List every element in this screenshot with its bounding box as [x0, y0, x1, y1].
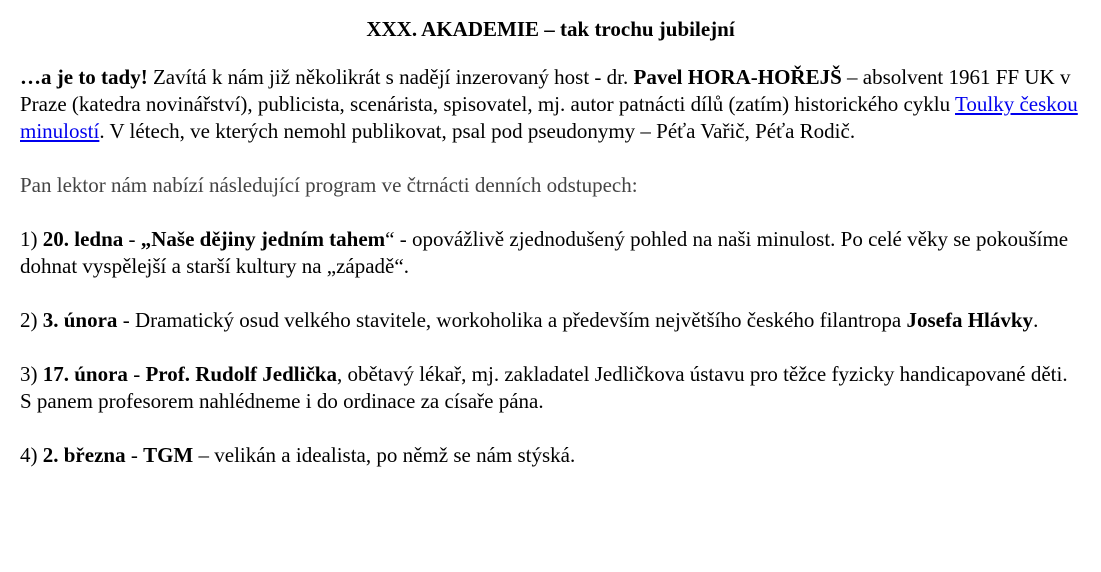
item-separator: -: [127, 362, 146, 386]
item-text: Dramatický osud velkého stavitele, workoholika a především největšího českého filantropa: [134, 308, 907, 332]
lecturer-name: Pavel HORA-HOŘEJŠ: [633, 65, 842, 89]
intro-text-1: Zavítá k nám již několikrát s nadějí inzerovaný host - dr.: [147, 65, 634, 89]
toulky-link[interactable]: Toulky českou minulostí: [20, 92, 1078, 143]
item-number: 3): [20, 362, 43, 386]
item-date: 17. února: [42, 362, 128, 386]
item-text: , obětavý lékař, mj. zakladatel Jedličkova ústavu pro těžce fyzicky handicapované děti. S panem profesorem nahlédneme i do ordinace za císaře pána.: [20, 362, 1068, 413]
intro-paragraph: [20, 64, 1081, 145]
item-title: TGM: [143, 443, 194, 467]
item-number: 2): [20, 308, 43, 332]
item-date: 20. ledna: [42, 227, 124, 251]
intro-lead: …a je to tady!: [20, 65, 148, 89]
intro-text-2: – absolvent 1961 FF UK v Praze (katedra novinářství), publicista, scenárista, spisovatel, mj. autor patnácti dílů (zatím) historického cyklu: [20, 65, 1071, 116]
item-separator: -: [125, 443, 144, 467]
program-intro: Pan lektor nám nabízí následující program ve čtrnácti denních odstupech:: [20, 173, 638, 197]
program-item-2: [20, 307, 1081, 334]
item-separator: -: [117, 308, 135, 332]
item-end: .: [1033, 308, 1039, 332]
item-title: Prof. Rudolf Jedlička: [145, 362, 337, 386]
item-text: “ - opovážlivě zjednodušený pohled na naši minulost. Po celé věky se pokoušíme dohnat vyspělejší a starší kultury na „západě“.: [20, 227, 1069, 278]
page-title: XXX. AKADEMIE – tak trochu jubilejní: [366, 17, 735, 41]
item-text: – velikán a idealista, po němž se nám stýská.: [193, 443, 576, 467]
item-number: 1): [20, 227, 43, 251]
intro-text-3: . V létech, ve kterých nemohl publikovat, psal pod pseudonymy – Péťa Vařič, Péťa Rodič.: [99, 119, 856, 143]
program-item-4: [20, 442, 1081, 469]
item-number: 4): [20, 443, 43, 467]
item-title: „Naše dějiny jedním tahem: [140, 227, 386, 251]
program-item-1: [20, 226, 1081, 280]
item-date: 2. března: [42, 443, 126, 467]
program-item-3: [20, 361, 1081, 415]
item-date: 3. února: [42, 308, 118, 332]
item-person-name: Josefa Hlávky: [906, 308, 1034, 332]
item-separator: -: [123, 227, 141, 251]
